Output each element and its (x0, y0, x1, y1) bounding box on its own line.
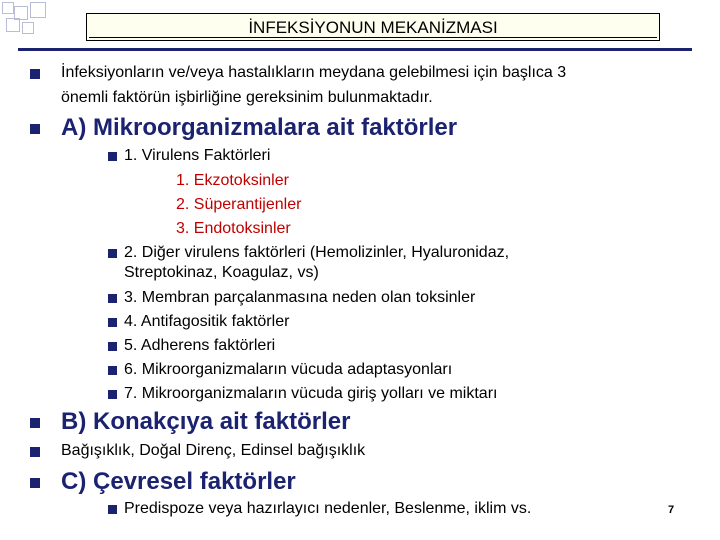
section-a-item-2-line-1: 2. Diğer virulens faktörleri (Hemolizinler, Hyaluronidaz, (124, 244, 510, 261)
section-a-heading: A) Mikroorganizmalara ait faktörler (61, 114, 458, 141)
section-b-text: Bağışıklık, Doğal Direnç, Edinsel bağışıklık (61, 442, 366, 459)
bullet-icon (108, 342, 117, 351)
corner-decoration (0, 0, 60, 40)
page-number: 7 (668, 504, 675, 516)
slide-title: İNFEKSİYONUN MEKANİZMASI (248, 18, 498, 37)
bullet-icon (108, 294, 117, 303)
bullet-icon (30, 124, 40, 134)
bullet-icon (30, 478, 40, 488)
top-rule (18, 48, 692, 51)
section-a-item-7: 7. Mikroorganizmaların vücuda giriş yolları ve miktarı (124, 385, 498, 402)
bullet-icon (108, 505, 117, 514)
sub-item-1: 1. Ekzotoksinler (176, 172, 289, 189)
section-a-item-3: 3. Membran parçalanmasına neden olan toksinler (124, 289, 476, 306)
sub-item-3: 3. Endotoksinler (176, 220, 291, 237)
intro-line-1: İnfeksiyonların ve/veya hastalıkların meydana gelebilmesi için başlıca 3 (61, 64, 567, 81)
bullet-icon (108, 318, 117, 327)
bullet-icon (30, 418, 40, 428)
bullet-icon (108, 390, 117, 399)
section-b-heading: B) Konakçıya ait faktörler (61, 408, 351, 435)
section-c-text: Predispoze veya hazırlayıcı nedenler, Beslenme, iklim vs. (124, 500, 532, 517)
bullet-icon (108, 366, 117, 375)
bullet-icon (30, 69, 40, 79)
bullet-icon (108, 152, 117, 161)
intro-line-2: önemli faktörün işbirliğine gereksinim bulunmaktadır. (61, 89, 433, 106)
section-c-heading: C) Çevresel faktörler (61, 468, 296, 495)
section-a-item-4: 4. Antifagositik faktörler (124, 313, 290, 330)
section-a-item-1: 1. Virulens Faktörleri (124, 147, 271, 164)
title-box (86, 13, 660, 41)
section-a-item-6: 6. Mikroorganizmaların vücuda adaptasyonları (124, 361, 453, 378)
bullet-icon (30, 447, 40, 457)
section-a-item-5: 5. Adherens faktörleri (124, 337, 276, 354)
sub-item-2: 2. Süperantijenler (176, 196, 302, 213)
section-a-item-2-line-2: Streptokinaz, Koagulaz, vs) (124, 264, 319, 281)
bullet-icon (108, 249, 117, 258)
